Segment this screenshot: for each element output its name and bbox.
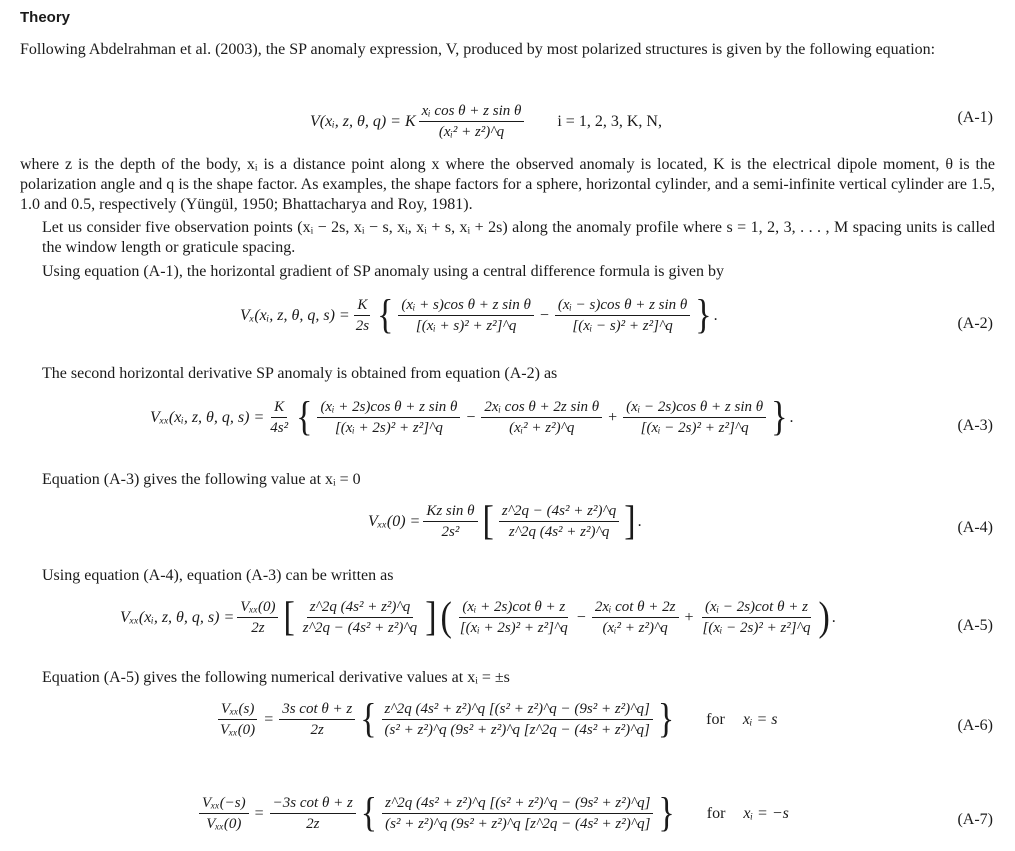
section-heading: Theory — [20, 9, 71, 26]
eq1-fraction — [419, 102, 525, 141]
equation-a2: Vₓ(xᵢ, z, θ, q, s) = $\frac{K}{2s}$ { $\frac{\text{(xᵢ + s)cos θ + z sin θ}}{\text{[(xᵢ + s)² + z²]\textasciicircum{}q}}$ − $\frac{\text{(xᵢ − s)cos θ + z sin θ}}{\text{[(xᵢ − s)² + z²]\textasciicircum{}q}}$ } . (A-2) — [240, 292, 993, 338]
equation-a6: $\frac{\text{Vₓₓ(s)}}{\text{Vₓₓ(0)}}$ = $\frac{\text{3s cot θ + z}}{2z}$ { $\frac{\text{z\textasciicircum{}2q (4s² + z²)\textasciicircum{}q [(s² + z²)\textasciicircum{}q − (9s² + z²)\textasciicircum{}q]}}{\text{(s² + z²)\textasciicircum{}q (9s² + z²)\textasciicircum{}q [z\textasciicircum{}2q − (4s² + z²)\textasciicircum{}q]}}$ } for xᵢ = s (A-6) — [0, 696, 1015, 756]
eq5-bracket-fraction: $\frac{\text{z\textasciicircum{}2q (4s² + z²)\textasciicircum{}q}}{\text{z\textasciicircum{}2q − (4s² + z²)\textasciicircum{}q}}$ — [302, 599, 418, 636]
eq2-term-2: $\frac{\text{(xᵢ − s)cos θ + z sin θ}}{\text{[(xᵢ − s)² + z²]\textasciicircum{}q}}$ — [555, 296, 690, 335]
eq6-ratio: $\frac{\text{Vₓₓ(s)}}{\text{Vₓₓ(0)}}$ — [217, 700, 258, 739]
equation-a1 — [0, 94, 1015, 154]
eq2-term-1: $\frac{\text{(xᵢ + s)cos θ + z sin θ}}{\text{[(xᵢ + s)² + z²]\textasciicircum{}q}}$ — [398, 296, 533, 335]
eq3-term-3: $\frac{\text{(xᵢ − 2s)cos θ + z sin θ}}{\text{[(xᵢ − 2s)² + z²]\textasciicircum{}q}}$ — [623, 398, 766, 437]
paragraph-observation-points: Let us consider five observation points (xᵢ − 2s, xᵢ − s, xᵢ, xᵢ + s, xᵢ + 2s) along the anomaly profile where s = 1, 2, 3, . . . , M spacing units is called the window length or graticule spacing. — [42, 219, 995, 256]
eq6-coefficient: $\frac{\text{3s cot θ + z}}{2z}$ — [279, 700, 355, 739]
eq1-numerator: xᵢ cos θ + z sin θ — [419, 102, 525, 122]
equation-a3: Vₓₓ(xᵢ, z, θ, q, s) = $\frac{K}{\text{4s²}}$ { $\frac{\text{(xᵢ + 2s)cos θ + z sin θ}}{\text{[(xᵢ + 2s)² + z²]\textasciicircum{}q}}$ − $\frac{\text{2xᵢ cos θ + 2z sin θ}}{\text{(xᵢ² + z²)\textasciicircum{}q}}$ + $\frac{\text{(xᵢ − 2s)cos θ + z sin θ}}{\text{[(xᵢ − 2s)² + z²]\textasciicircum{}q}}$ } . (A-3) — [150, 394, 993, 440]
eq5-term-3: $\frac{\text{(xᵢ − 2s)cot θ + z}}{\text{[(xᵢ − 2s)² + z²]\textasciicircum{}q}}$ — [702, 599, 811, 636]
eq6-condition: xᵢ = s — [742, 710, 778, 728]
eq1-lhs: V(xᵢ, z, θ, q) = K — [310, 112, 416, 130]
eq4-lhs: Vₓₓ(0) = — [368, 512, 421, 530]
paragraph-value-at-zero: Equation (A-3) gives the following value at xᵢ = 0 — [42, 471, 361, 488]
eq3-lhs: Vₓₓ(xᵢ, z, θ, q, s) = — [150, 408, 265, 426]
eq6-label: (A-6) — [957, 717, 993, 734]
paragraph-gradient-intro: Using equation (A-1), the horizontal gradient of SP anomaly using a central difference formula is given by — [42, 263, 725, 280]
eq6-brace-fraction: $\frac{\text{z\textasciicircum{}2q (4s² + z²)\textasciicircum{}q [(s² + z²)\textasciicircum{}q − (9s² + z²)\textasciicircum{}q]}}{\text{(s² + z²)\textasciicircum{}q (9s² + z²)\textasciicircum{}q [z\textasciicircum{}2q − (4s² + z²)\textasciicircum{}q]}}$ — [382, 700, 653, 739]
eq4-bracket-fraction: $\frac{\text{z\textasciicircum{}2q − (4s² + z²)\textasciicircum{}q}}{\text{z\textasciicircum{}2q (4s² + z²)\textasciicircum{}q}}$ — [499, 502, 619, 541]
equation-a7: $\frac{\text{Vₓₓ(−s)}}{\text{Vₓₓ(0)}}$ = $\frac{\text{−3s cot θ + z}}{2z}$ { $\frac{\text{z\textasciicircum{}2q (4s² + z²)\textasciicircum{}q [(s² + z²)\textasciicircum{}q − (9s² + z²)\textasciicircum{}q]}}{\text{(s² + z²)\textasciicircum{}q (9s² + z²)\textasciicircum{}q [z\textasciicircum{}2q − (4s² + z²)\textasciicircum{}q]}}$ } for xᵢ = −s (A-7) — [0, 790, 1015, 850]
eq5-lhs: Vₓₓ(xᵢ, z, θ, q, s) = — [120, 608, 235, 626]
eq3-term-1: $\frac{\text{(xᵢ + 2s)cos θ + z sin θ}}{\text{[(xᵢ + 2s)² + z²]\textasciicircum{}q}}$ — [317, 398, 460, 437]
equation-a4: Vₓₓ(0) = $\frac{\text{Kz sin θ}}{\text{2s²}}$ [ $\frac{\text{z\textasciicircum{}2q − (4s² + z²)\textasciicircum{}q}}{\text{z\textasciicircum{}2q (4s² + z²)\textasciicircum{}q}}$ ] . (A-4) — [368, 498, 993, 544]
eq7-coefficient: $\frac{\text{−3s cot θ + z}}{2z}$ — [270, 794, 356, 833]
paragraph-definitions: where z is the depth of the body, xᵢ is a distance point along x where the observed anomaly is located, K is the electrical dipole moment, θ is the polarization angle and q is the shape factor. As examples, the shape factors for a sphere, horizontal cylinder, and a semi-infinite vertical cylinder are 1.5, 1.0 and 0.5, respectively (Yüngül, 1950; Bhattacharya and Roy, 1981). — [20, 156, 995, 213]
eq5-label: (A-5) — [957, 617, 993, 634]
paragraph-numerical-derivatives: Equation (A-5) gives the following numerical derivative values at xᵢ = ±s — [42, 669, 510, 686]
eq5-term-1: $\frac{\text{(xᵢ + 2s)cot θ + z}}{\text{[(xᵢ + 2s)² + z²]\textasciicircum{}q}}$ — [459, 599, 568, 636]
eq1-index-range: i = 1, 2, 3, K, N, — [557, 112, 662, 130]
paragraph-rewrite: Using equation (A-4), equation (A-3) can be written as — [42, 567, 394, 584]
eq7-brace-fraction: $\frac{\text{z\textasciicircum{}2q (4s² + z²)\textasciicircum{}q [(s² + z²)\textasciicircum{}q − (9s² + z²)\textasciicircum{}q]}}{\text{(s² + z²)\textasciicircum{}q (9s² + z²)\textasciicircum{}q [z\textasciicircum{}2q − (4s² + z²)\textasciicircum{}q]}}$ — [382, 794, 653, 833]
eq5-term-2: $\frac{\text{2xᵢ cot θ + 2z}}{\text{(xᵢ² + z²)\textasciicircum{}q}}$ — [592, 598, 679, 637]
paragraph-intro: Following Abdelrahman et al. (2003), the SP anomaly expression, V, produced by most polarized structures is given by the following equation: — [20, 41, 936, 58]
eq1-denominator: (xᵢ² + z²)^q — [438, 124, 505, 140]
eq3-term-2: $\frac{\text{2xᵢ cos θ + 2z sin θ}}{\text{(xᵢ² + z²)\textasciicircum{}q}}$ — [481, 398, 602, 437]
paragraph-second-derivative: The second horizontal derivative SP anomaly is obtained from equation (A-2) as — [42, 365, 558, 382]
eq4-coefficient: $\frac{\text{Kz sin θ}}{\text{2s²}}$ — [423, 502, 477, 541]
eq7-label: (A-7) — [957, 811, 993, 828]
eq2-label: (A-2) — [957, 315, 993, 332]
eq2-lhs: Vₓ(xᵢ, z, θ, q, s) = — [240, 306, 350, 324]
eq3-label: (A-3) — [957, 417, 993, 434]
eq7-condition: xᵢ = −s — [743, 804, 789, 822]
eq4-label: (A-4) — [957, 519, 993, 536]
eq3-coefficient: $\frac{K}{\text{4s²}}$ — [270, 399, 289, 436]
eq5-coefficient: $\frac{\text{Vₓₓ(0)}}{2z}$ — [237, 598, 278, 637]
eq1-label: (A-1) — [957, 109, 993, 126]
equation-a5: Vₓₓ(xᵢ, z, θ, q, s) = $\frac{\text{Vₓₓ(0)}}{2z}$ [ $\frac{\text{z\textasciicircum{}2q (4s² + z²)\textasciicircum{}q}}{\text{z\textasciicircum{}2q − (4s² + z²)\textasciicircum{}q}}$ ] ( $\frac{\text{(xᵢ + 2s)cot θ + z}}{\text{[(xᵢ + 2s)² + z²]\textasciicircum{}q}}$ − $\frac{\text{2xᵢ cot θ + 2z}}{\text{(xᵢ² + z²)\textasciicircum{}q}}$ + $\frac{\text{(xᵢ − 2s)cot θ + z}}{\text{[(xᵢ − 2s)² + z²]\textasciicircum{}q}}$ ) . (A-5) — [120, 594, 993, 640]
eq2-coefficient: $\frac{K}{2s}$ — [355, 297, 370, 334]
eq7-ratio: $\frac{\text{Vₓₓ(−s)}}{\text{Vₓₓ(0)}}$ — [199, 794, 249, 833]
